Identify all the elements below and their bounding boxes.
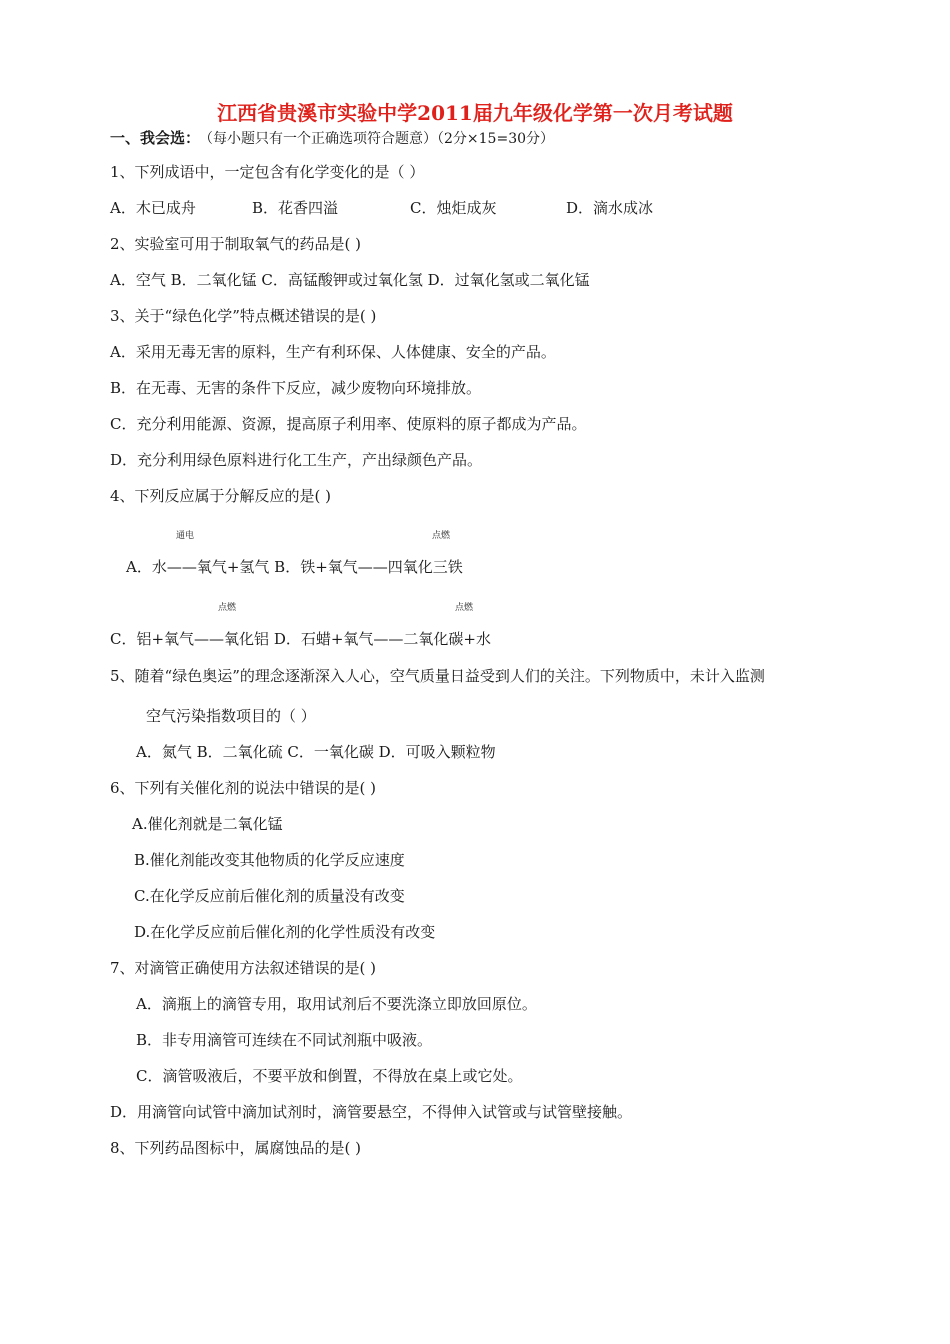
q4-condition-ignite-d: 点燃 (455, 603, 474, 613)
q3-option-c: C．充分利用能源、资源，提高原子利用率、使原料的原子都成为产品。 (110, 415, 587, 433)
q1-option-b: B．花香四溢 (252, 199, 339, 217)
section-1-heading: 一、我会选： (110, 129, 201, 147)
q1-option-d: D．滴水成冰 (566, 199, 654, 217)
q1-stem: 1、下列成语中，一定包含有化学变化的是（ ） (110, 163, 425, 181)
q5-stem-continued: 空气污染指数项目的（ ） (146, 707, 316, 725)
q6-option-b: B.催化剂能改变其他物质的化学反应速度 (134, 851, 405, 869)
exam-title: 江西省贵溪市实验中学2011届九年级化学第一次月考试题 (217, 101, 733, 125)
q2-options: A．空气 B．二氧化锰 C．高锰酸钾或过氧化氢 D．过氧化氢或二氧化锰 (110, 271, 590, 289)
q3-option-b: B．在无毒、无害的条件下反应，减少废物向环境排放。 (110, 379, 482, 397)
q1-option-a: A．木已成舟 (110, 199, 196, 217)
q8-stem: 8、下列药品图标中，属腐蚀品的是( ) (110, 1139, 362, 1157)
q5-options: A．氮气 B．二氧化硫 C．一氧化碳 D．可吸入颗粒物 (136, 743, 496, 761)
q4-condition-ignite-b: 点燃 (432, 531, 451, 541)
q7-option-a: A．滴瓶上的滴管专用，取用试剂后不要洗涤立即放回原位。 (136, 995, 537, 1013)
q6-stem: 6、下列有关催化剂的说法中错误的是( ) (110, 779, 377, 797)
q4-condition-electrolysis: 通电 (176, 531, 195, 541)
q6-option-a: A.催化剂就是二氧化锰 (132, 815, 283, 833)
q4-stem: 4、下列反应属于分解反应的是( ) (110, 487, 332, 505)
q1-option-c: C．烛炬成灰 (410, 199, 497, 217)
q6-option-d: D.在化学反应前后催化剂的化学性质没有改变 (134, 923, 436, 941)
q7-stem: 7、对滴管正确使用方法叙述错误的是( ) (110, 959, 377, 977)
q3-option-a: A．采用无毒无害的原料，生产有利环保、人体健康、安全的产品。 (110, 343, 556, 361)
section-1-note: （每小题只有一个正确选项符合题意）（2分×15=30分） (206, 131, 555, 147)
q4-condition-ignite-c: 点燃 (218, 603, 237, 613)
q7-option-d: D．用滴管向试管中滴加试剂时，滴管要悬空，不得伸入试管或与试管壁接触。 (110, 1103, 633, 1121)
q2-stem: 2、实验室可用于制取氧气的药品是( ) (110, 235, 362, 253)
q4-options-ab: A．水——氧气+氢气 B．铁+氧气——四氧化三铁 (126, 558, 463, 576)
q5-stem: 5、随着“绿色奥运”的理念逐渐深入人心，空气质量日益受到人们的关注。下列物质中，未计入监测 (110, 667, 765, 685)
section-1-header (110, 128, 554, 149)
q7-option-b: B．非专用滴管可连续在不同试剂瓶中吸液。 (136, 1031, 433, 1049)
q7-option-c: C．滴管吸液后，不要平放和倒置，不得放在桌上或它处。 (136, 1067, 523, 1085)
q3-stem: 3、关于“绿色化学”特点概述错误的是( ) (110, 307, 377, 325)
q4-options-cd: C．铝+氧气——氧化铝 D．石蜡+氧气——二氧化碳+水 (110, 630, 491, 648)
q6-option-c: C.在化学反应前后催化剂的质量没有改变 (134, 887, 405, 905)
q3-option-d: D．充分利用绿色原料进行化工生产，产出绿颜色产品。 (110, 451, 483, 469)
